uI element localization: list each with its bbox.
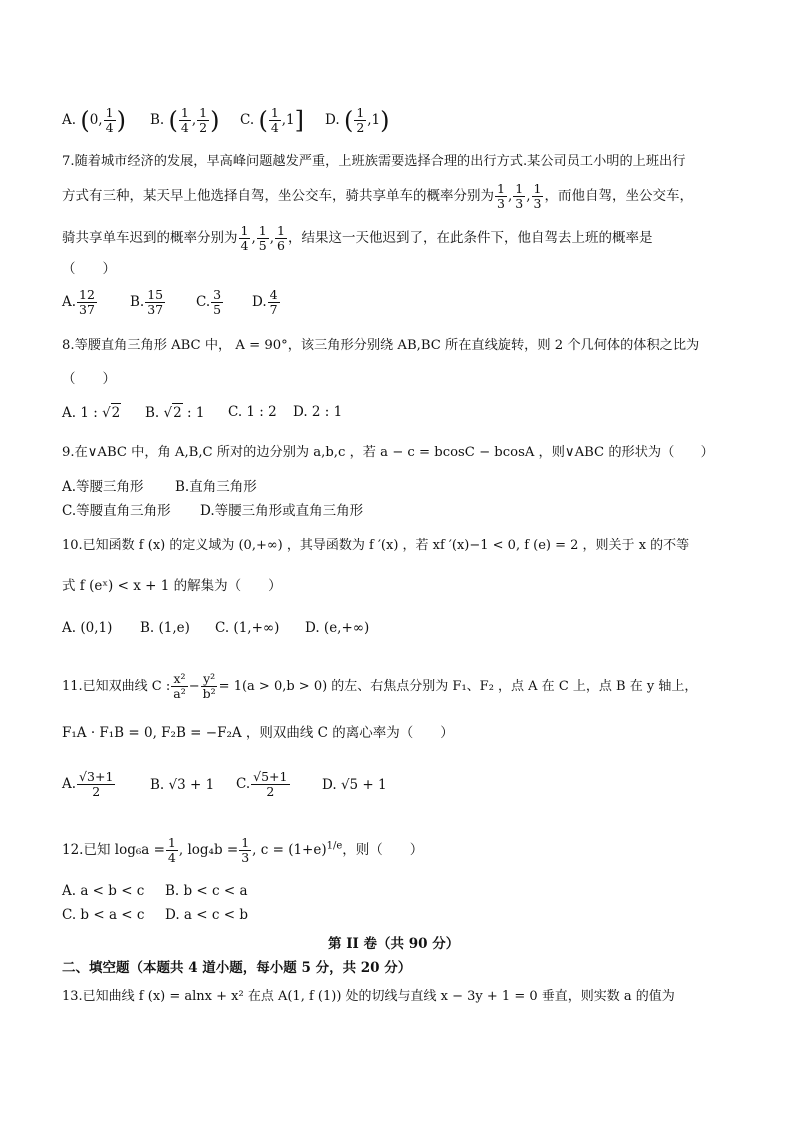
q10-option-a: A. (0,1) [62, 620, 113, 636]
q9-line-1: 9.在∨ABC 中，角 A,B,C 所对的边分别为 a,b,c ，若 a − c = bcosC − bcosA ，则∨ABC 的形状为（ ） [62, 445, 714, 460]
q7-text: ，而他自驾，坐公交车， [544, 188, 693, 204]
q8-option-d: D. 2 : 1 [293, 404, 343, 420]
section-title: 第 II 卷（共 90 分） [328, 936, 460, 952]
q7-text: ，结果这一天他迟到了，在此条件下，他自驾去上班的概率是 [287, 230, 653, 246]
q12-option-c: C. b < a < c [62, 907, 145, 923]
q10-option-d: D. (e,+∞) [305, 620, 370, 636]
q9-option-a: A.等腰三角形 [62, 479, 144, 495]
q7-text: 骑共享单车迟到的概率分别为 [62, 230, 238, 246]
q7-option-c: C. $\frac{3}{5}$ [196, 287, 222, 317]
q13-line-1: 13.已知曲线 f (x) = alnx + x² 在点 A(1, f (1)) 处的切线与直线 x − 3y + 1 = 0 垂直，则实数 a 的值为 [62, 989, 675, 1004]
option-label: A. [62, 112, 77, 128]
q12-option-a: A. a < b < c [62, 883, 145, 899]
q7-option-a: A. $\frac{12}{37}$ [62, 287, 95, 317]
q10-option-b: B. (1,e) [140, 620, 190, 636]
q6-option-c: C. ( $\frac{1}{4}$ ,1] [240, 105, 305, 135]
q8-option-c: C. 1 : 2 [228, 404, 277, 420]
fraction: $\frac{1}{4}$ [105, 105, 114, 135]
q11-option-b: B. √3 + 1 [150, 777, 215, 793]
q11-option-d: D. √5 + 1 [322, 777, 387, 793]
q12-option-d: D. a < c < b [165, 907, 248, 923]
q8-option-b: B. √2 : 1 [145, 405, 205, 421]
fraction: $\frac{1}{4}$ [240, 223, 249, 253]
q6-option-b: B. ( $\frac{1}{4}$ , $\frac{1}{2}$ ) [150, 105, 220, 135]
fraction: $\frac{1}{6}$ [277, 223, 285, 253]
q9-option-b: B.直角三角形 [175, 479, 257, 495]
q10-line-2: 式 f (eˣ) < x + 1 的解集为（ ） [62, 578, 282, 594]
q7-line-1: 7.随着城市经济的发展，早高峰问题越发严重，上班族需要选择合理的出行方式.某公司员工小明的上班出行 [62, 154, 686, 169]
q11-option-a: A. $\frac{√3+1}{2}$ [62, 769, 114, 799]
fraction: $\frac{1}{4}$ [180, 105, 189, 135]
fraction: $\frac{1}{3}$ [515, 181, 524, 211]
q11-option-c: C. $\frac{√5+1}{2}$ [236, 769, 288, 799]
q8-answer-paren: （ ） [62, 371, 116, 387]
fraction: $\frac{1}{2}$ [356, 105, 365, 135]
q7-option-b: B. $\frac{15}{37}$ [130, 287, 164, 317]
fraction: $\frac{1}{4}$ [270, 105, 279, 135]
q11-line-2: F₁A · F₁B = 0, F₂B = −F₂A ，则双曲线 C 的离心率为（ ） [62, 725, 454, 741]
option-text: ,1 [281, 112, 295, 128]
option-text: , [191, 112, 197, 128]
q8-line-1: 8.等腰直角三角形 ABC 中， A = 90°，该三角形分别绕 AB,BC 所在直线旋转，则 2 个几何体的体积之比为 [62, 338, 700, 353]
q7-line-2: 方式有三种，某天早上他选择自驾，坐公交车，骑共享单车的概率分别为 $\frac{1}{3}$ , $\frac{1}{3}$ , $\frac{1}{3}$ ，而他自驾，坐公交车， [62, 181, 693, 211]
q8-option-a: A. 1 : √2 [62, 405, 121, 421]
q11-line-1: 11.已知双曲线 C : $\frac{\text{x²}}{\text{a²}}$ − $\frac{\text{y²}}{\text{b²}}$ = 1(a > 0,b > 0) 的左、右焦点分别为 F₁、F₂ ，点 A 在 C 上，点 B 在 y 轴上， [62, 671, 698, 701]
fraction: $\frac{1}{3}$ [497, 181, 505, 211]
q7-option-d: D. $\frac{4}{7}$ [252, 287, 278, 317]
q12-option-b: B. b < c < a [165, 883, 248, 899]
fraction: $\frac{1}{3}$ [533, 181, 542, 211]
option-label: C. [240, 112, 255, 128]
q6-option-d: D. ( $\frac{1}{2}$ ,1) [325, 105, 390, 135]
option-label: B. [150, 112, 165, 128]
option-text: 0, [89, 112, 103, 128]
q7-answer-paren: （ ） [62, 261, 116, 277]
q10-option-c: C. (1,+∞) [215, 620, 280, 636]
option-label: D. [325, 112, 340, 128]
option-text: ,1 [367, 112, 381, 128]
fraction: $\frac{1}{2}$ [199, 105, 208, 135]
fraction: $\frac{1}{5}$ [258, 223, 267, 253]
q12-line-1: 12.已知 log₆a = $\frac{1}{4}$ , log₄b = $\frac{1}{3}$ , $c = (1+e)^{1/e}$，则（ ） [62, 835, 424, 865]
q7-line-3: 骑共享单车迟到的概率分别为 $\frac{1}{4}$ , $\frac{1}{5}$ , $\frac{1}{6}$ ，结果这一天他迟到了，在此条件下，他自驾去上班的概率是 [62, 223, 653, 253]
section-heading: 二、填空题（本题共 4 道小题，每小题 5 分，共 20 分） [62, 960, 412, 976]
q9-option-c: C.等腰直角三角形 [62, 503, 171, 519]
q9-option-d: D.等腰三角形或直角三角形 [200, 503, 364, 519]
q10-line-1: 10.已知函数 f (x) 的定义域为 (0,+∞) ，其导函数为 f ′(x) ，若 xf ′(x)−1 < 0, f (e) = 2 ，则关于 x 的不等 [62, 538, 690, 553]
q7-text: 方式有三种，某天早上他选择自驾，坐公交车，骑共享单车的概率分别为 [62, 188, 494, 204]
q6-option-a: A. (0, $\frac{1}{4}$ ) [62, 105, 126, 135]
